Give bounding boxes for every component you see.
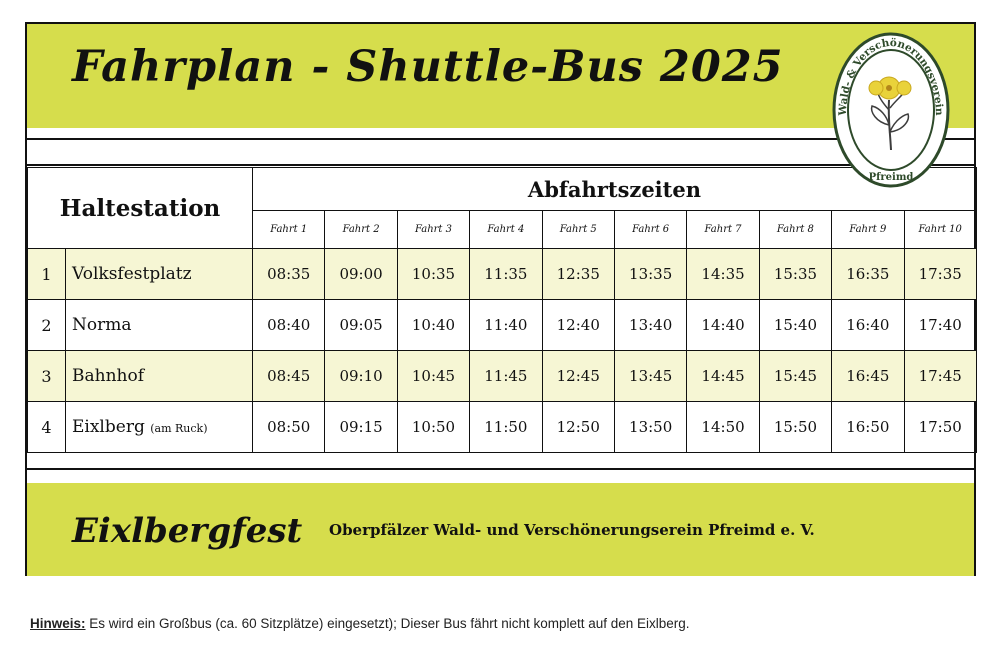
stop-number: 2 bbox=[28, 300, 66, 351]
departure-time: 14:40 bbox=[687, 300, 759, 351]
trip-header: Fahrt 1 bbox=[253, 211, 325, 249]
organization-name: Oberpfälzer Wald- und Verschönerungserein Pfreimd e. V. bbox=[329, 521, 815, 539]
departure-time: 17:45 bbox=[904, 351, 976, 402]
departure-time: 11:40 bbox=[470, 300, 542, 351]
departure-time: 10:50 bbox=[397, 402, 469, 453]
club-logo bbox=[832, 30, 950, 188]
schedule-table bbox=[27, 167, 977, 453]
departure-time: 13:40 bbox=[614, 300, 686, 351]
table-row bbox=[28, 300, 977, 351]
stop-number: 4 bbox=[28, 402, 66, 453]
table-row bbox=[28, 249, 977, 300]
departure-time: 15:50 bbox=[759, 402, 831, 453]
departures-header: Abfahrtszeiten bbox=[253, 168, 977, 211]
departure-time: 16:45 bbox=[832, 351, 904, 402]
departure-time: 12:40 bbox=[542, 300, 614, 351]
trip-header: Fahrt 8 bbox=[759, 211, 831, 249]
departure-time: 15:45 bbox=[759, 351, 831, 402]
logo-ring-text: Wald- & Verschönerungsverein bbox=[836, 36, 946, 116]
departure-time: 17:35 bbox=[904, 249, 976, 300]
stop-number: 3 bbox=[28, 351, 66, 402]
departure-time: 12:35 bbox=[542, 249, 614, 300]
trip-header: Fahrt 10 bbox=[904, 211, 976, 249]
page-title: Fahrplan - Shuttle-Bus 2025 bbox=[72, 42, 784, 92]
trip-header: Fahrt 2 bbox=[325, 211, 397, 249]
departure-time: 09:15 bbox=[325, 402, 397, 453]
stop-name: Norma bbox=[72, 315, 132, 335]
trip-header: Fahrt 6 bbox=[614, 211, 686, 249]
stop-name: Volksfestplatz bbox=[72, 264, 192, 284]
departure-time: 12:45 bbox=[542, 351, 614, 402]
departure-time: 09:05 bbox=[325, 300, 397, 351]
trip-header: Fahrt 9 bbox=[832, 211, 904, 249]
departure-time: 08:45 bbox=[253, 351, 325, 402]
trip-header: Fahrt 4 bbox=[470, 211, 542, 249]
departure-time: 11:35 bbox=[470, 249, 542, 300]
departure-time: 17:40 bbox=[904, 300, 976, 351]
departure-time: 14:50 bbox=[687, 402, 759, 453]
timetable-card bbox=[25, 22, 976, 576]
departure-time: 17:50 bbox=[904, 402, 976, 453]
departure-time: 10:35 bbox=[397, 249, 469, 300]
trip-header: Fahrt 7 bbox=[687, 211, 759, 249]
hint-text: Es wird ein Großbus (ca. 60 Sitzplätze) eingesetzt); Dieser Bus fährt nicht komplett auf den Eixlberg. bbox=[89, 616, 690, 631]
departure-time: 14:35 bbox=[687, 249, 759, 300]
departure-time: 12:50 bbox=[542, 402, 614, 453]
departure-time: 16:40 bbox=[832, 300, 904, 351]
departure-time: 09:10 bbox=[325, 351, 397, 402]
departure-time: 13:35 bbox=[614, 249, 686, 300]
stop-name: Eixlberg bbox=[72, 417, 145, 437]
departure-time: 16:50 bbox=[832, 402, 904, 453]
hint-label: Hinweis: bbox=[30, 616, 86, 631]
stop-name-cell bbox=[66, 402, 253, 453]
departure-time: 11:50 bbox=[470, 402, 542, 453]
departure-time: 15:40 bbox=[759, 300, 831, 351]
divider bbox=[27, 468, 974, 470]
departure-time: 14:45 bbox=[687, 351, 759, 402]
table-row bbox=[28, 351, 977, 402]
departure-time: 10:40 bbox=[397, 300, 469, 351]
stop-note: (am Ruck) bbox=[150, 422, 208, 435]
logo-bottom-text: Pfreimd bbox=[868, 172, 914, 183]
hint-note bbox=[30, 616, 690, 631]
stop-name-cell bbox=[66, 249, 253, 300]
stop-number: 1 bbox=[28, 249, 66, 300]
departure-time: 11:45 bbox=[470, 351, 542, 402]
stop-name-cell bbox=[66, 351, 253, 402]
departure-time: 08:50 bbox=[253, 402, 325, 453]
departure-time: 13:45 bbox=[614, 351, 686, 402]
station-header: Haltestation bbox=[28, 168, 253, 249]
stop-name-cell bbox=[66, 300, 253, 351]
trip-header: Fahrt 5 bbox=[542, 211, 614, 249]
trip-header: Fahrt 3 bbox=[397, 211, 469, 249]
departure-time: 16:35 bbox=[832, 249, 904, 300]
departure-time: 09:00 bbox=[325, 249, 397, 300]
stop-name: Bahnhof bbox=[72, 366, 145, 386]
departure-time: 08:40 bbox=[253, 300, 325, 351]
table-row bbox=[28, 402, 977, 453]
departure-time: 13:50 bbox=[614, 402, 686, 453]
departure-time: 10:45 bbox=[397, 351, 469, 402]
event-title: Eixlbergfest bbox=[72, 511, 303, 551]
departure-time: 15:35 bbox=[759, 249, 831, 300]
departure-time: 08:35 bbox=[253, 249, 325, 300]
